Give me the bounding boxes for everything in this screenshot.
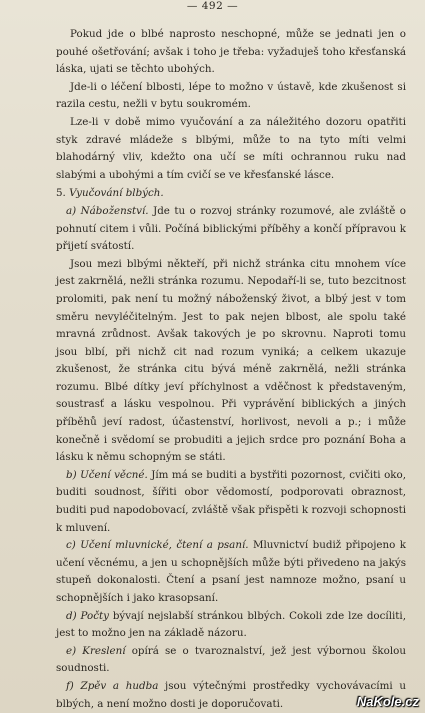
section-number: 5.	[56, 187, 66, 200]
item-d-title: Počty	[80, 609, 109, 622]
page-text	[56, 26, 406, 713]
watermark-logo: NaKole.cz	[356, 694, 419, 709]
item-a	[56, 203, 406, 256]
item-b	[56, 467, 406, 537]
page-number: — 492 —	[186, 0, 239, 12]
item-f-label: f)	[66, 679, 74, 692]
item-c-text: Mluvnictví budiž připojeno k učení věcnému, a jen u schopnějších může býti přivedeno na jakýs stupeň dokonalosti. Čtení a psaní jest namnoze možno, psaní u schopnějších i jako krasopsaní.	[56, 539, 406, 604]
item-b-title: Učení věcné.	[80, 468, 148, 481]
item-f-text: jsou výtečnými prostředky vychovávacími u blbých, a není možno dosti je doporučovati.	[56, 679, 406, 710]
item-c	[56, 537, 406, 607]
item-c-label: c)	[66, 539, 76, 552]
paragraph-mentally-disabled-care: Pokud jde o blbé naprosto neschopné, může se jednati jen o pouhé ošetřování; avšak i toho je třeba: vyžaduješ toho křesťanská láska, ujati se těchto ubohých.	[56, 28, 406, 76]
item-e-text: opírá se o tvaroznalství, jež jest výbornou školou soudnosti.	[56, 644, 406, 675]
item-d	[56, 608, 406, 643]
section-heading	[56, 185, 406, 203]
item-e	[56, 643, 406, 678]
item-e-label: e)	[66, 644, 77, 657]
item-a-continuation: Jsou mezi blbými někteří, při nichž stránka citu mnohem více jest zakrnělá, nežli stránka rozumu. Nepodaří-li se, tuto bezcitnost prolomiti, pak není tu možný náboženský život, a blbý jest v tom směru nevyléčitelným. Jest to pak nejen blbost, ale spolu také mravná zrůdnost. Avšak takových je po skrovnu. Naproti tomu jsou blbí, při nichž cit nad rozum vyniká; a celkem ukazuje zkušenost, že stránka citu bývá méně zakrnělá, nežli stránka rozumu. Blbé dítky jeví příchylnost a vděčnost k představeným, soustrasť a lásku vespolnou. Při vyprávění biblických a jiných příběhů jeví radost, účastenství, horlivost, nevoli a p.; i může konečně i svědomí se probuditi a jejich srdce pro poznání Boha a lásku k němu schopným se státi.	[56, 257, 406, 464]
item-a-label: a)	[66, 204, 77, 217]
item-d-label: d)	[66, 609, 77, 622]
item-f	[56, 678, 406, 713]
item-e-title: Kreslení	[82, 644, 126, 657]
item-b-text: Jím má se buditi a bystřiti pozornost, cvičiti oko, buditi soudnost, šířiti obor vědomostí, podporovati obraznost, buditi pud napodobovací, zvláště však přispěti k rozvoji schopnosti k mluvení.	[56, 468, 406, 534]
item-c-title: Učení mluvnické, čtení a psaní.	[80, 539, 249, 552]
item-f-title: Zpěv a hudba	[80, 679, 159, 692]
item-a-title: Náboženství.	[80, 204, 149, 217]
item-b-label: b)	[66, 468, 77, 481]
item-d-text: bývají nejslabší stránkou blbých. Cokoli zde lze docíliti, jest to možno jen na základě názoru.	[56, 609, 406, 640]
paragraph-healing: Jde-li o léčení blbosti, lépe to možno v ústavě, kde zkušenost si razila cestu, nežli v bytu soukromém.	[56, 80, 406, 111]
section-title: Vyučování blbých.	[69, 187, 164, 200]
paragraph-contact-with-youth: Lze-li v době mimo vyučování a za náležitého dozoru opatřiti styk zdravé mládeže s blbými, může to na tyto míti velmi blahodárný vliv, kdežto ona učí se míti ochrannou ruku nad slabými a ubohými a tím cvičí se ve křesťanské lásce.	[56, 115, 406, 181]
item-a-text: Jde tu o rozvoj stránky rozumové, ale zvláště o pohnutí citem i vůli. Počíná biblickými příběhy a končí přípravou k přijetí svátostí.	[56, 204, 406, 253]
